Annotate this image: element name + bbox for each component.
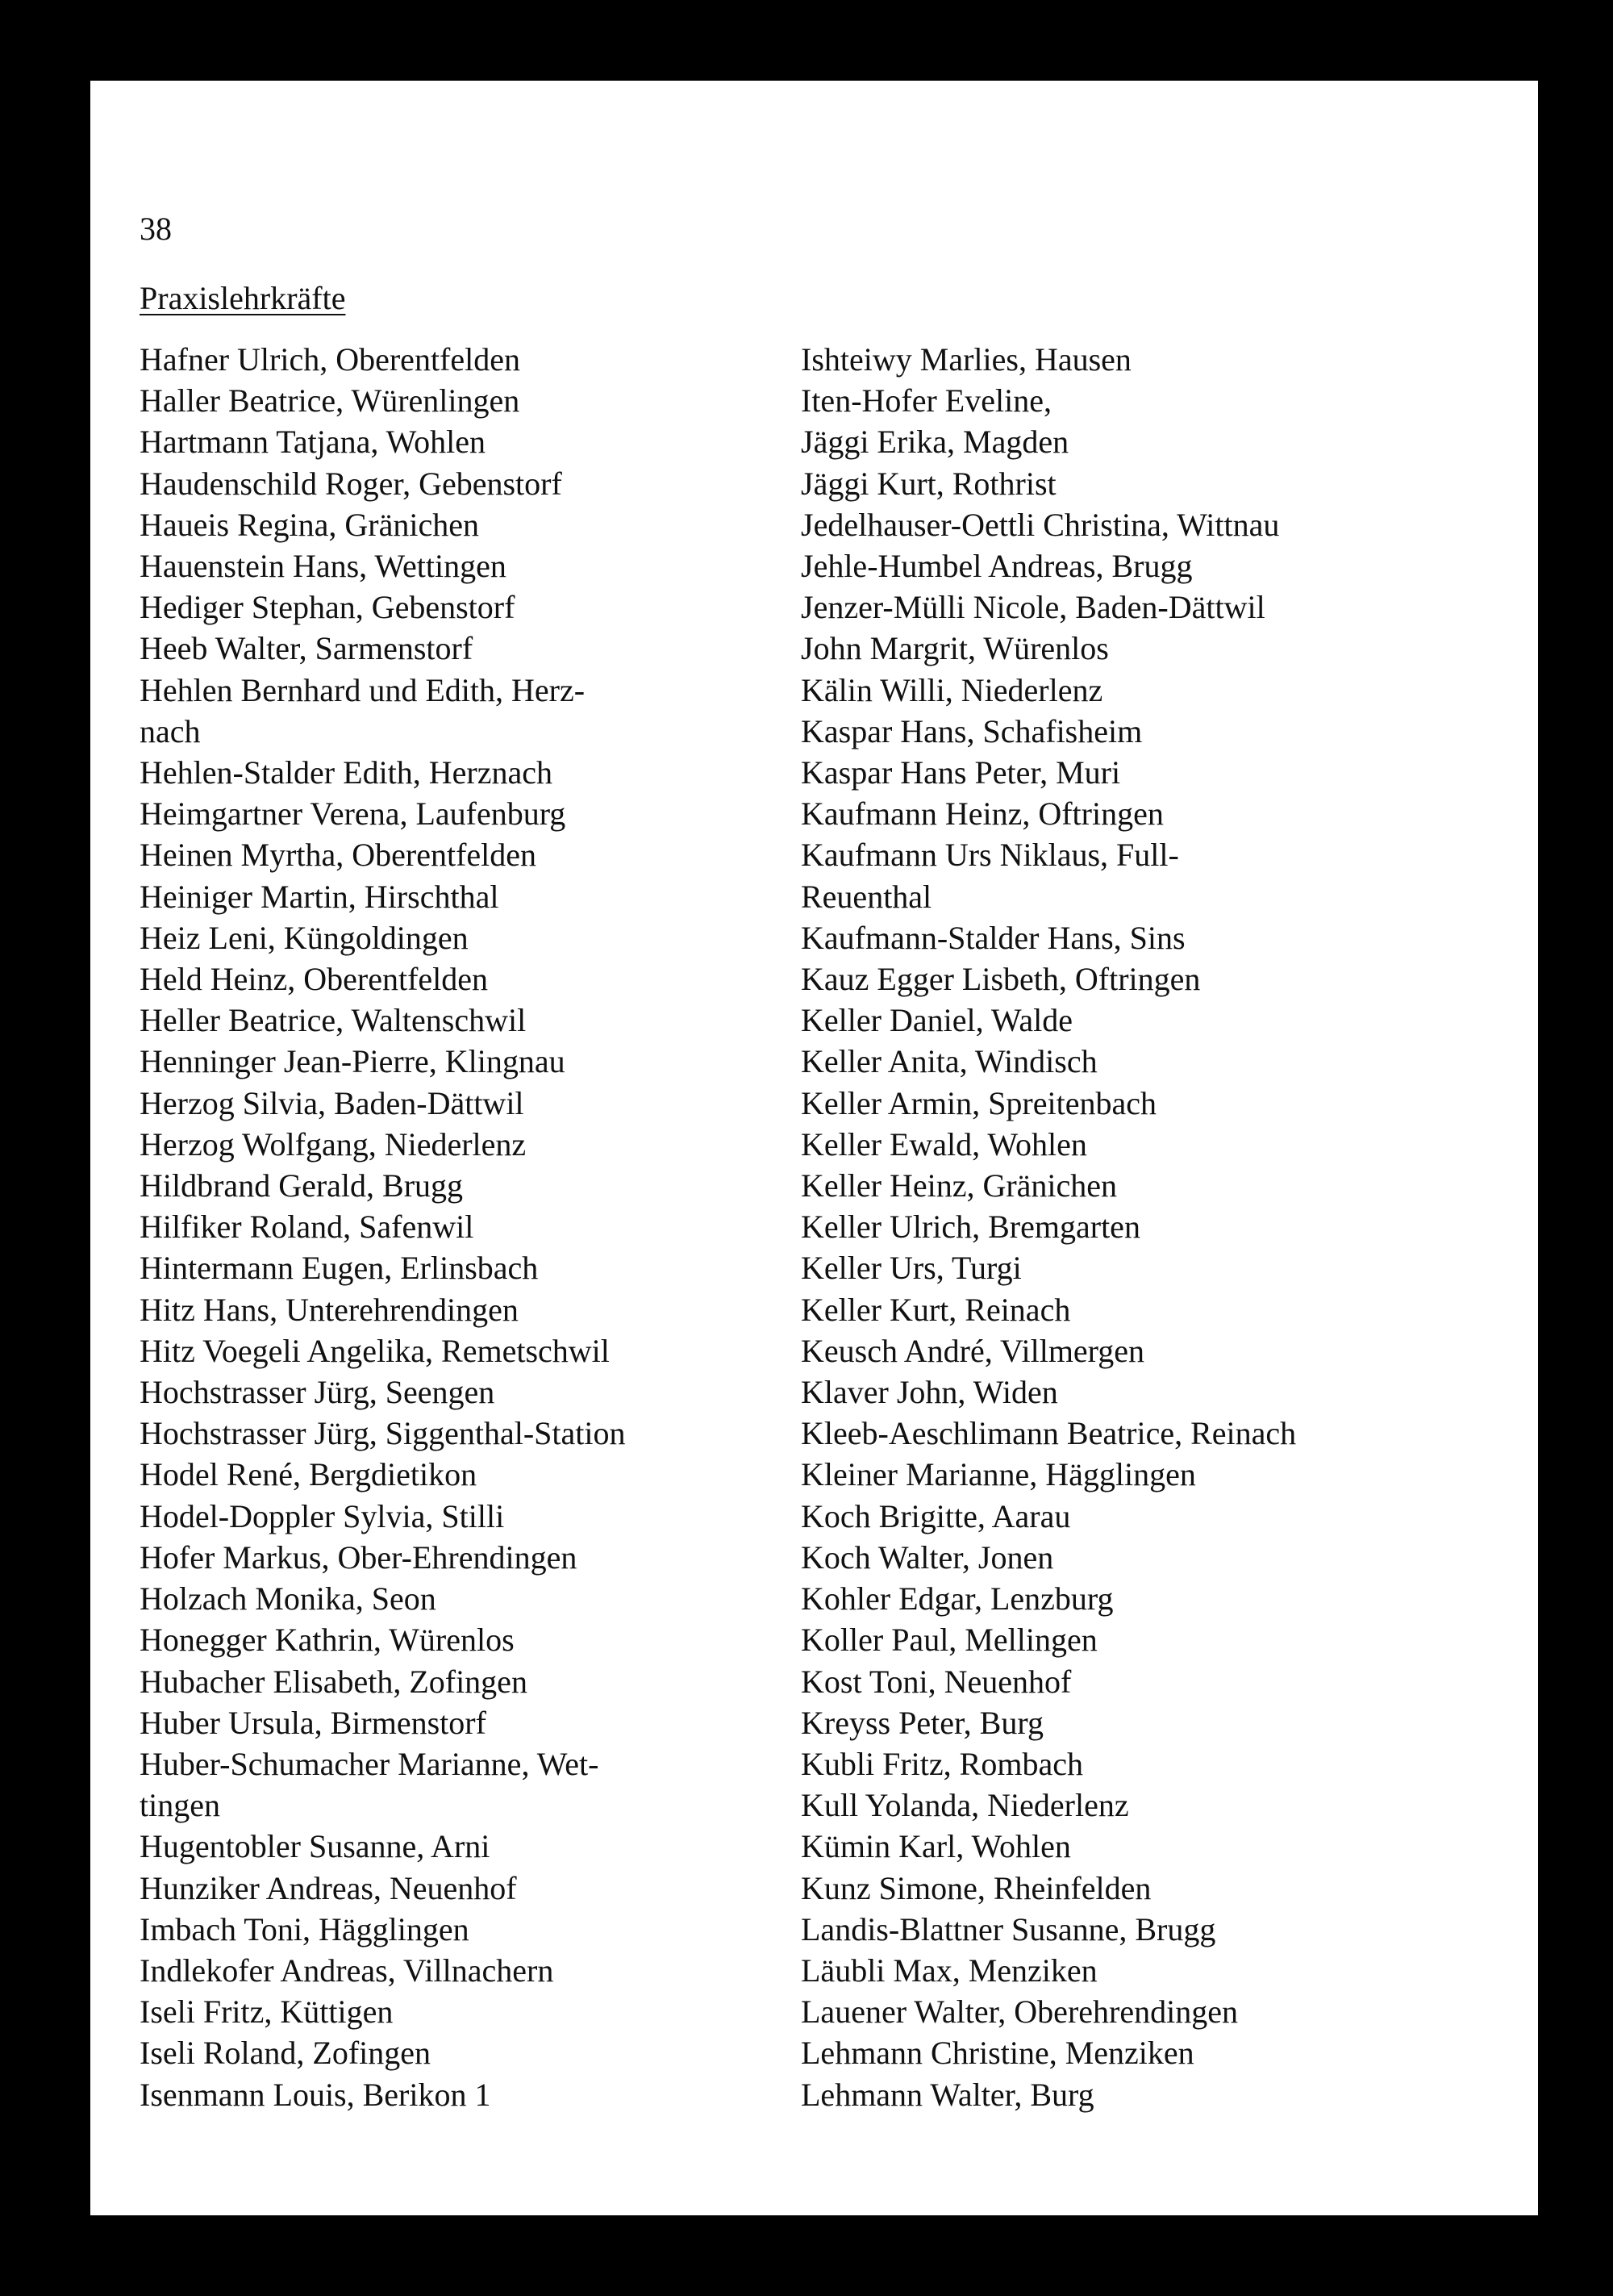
list-item: Huber Ursula, Birmenstorf <box>140 1704 486 1741</box>
list-item: Hildbrand Gerald, Brugg <box>140 1167 464 1204</box>
list-item: Keller Ulrich, Bremgarten <box>801 1209 1140 1246</box>
list-item: Kälin Willi, Niederlenz <box>801 671 1103 708</box>
list-item: Koch Brigitte, Aarau <box>801 1497 1071 1534</box>
list-item: Kaufmann Urs Niklaus, Full- <box>801 837 1179 874</box>
list-item: Kaufmann Heinz, Oftringen <box>801 795 1164 833</box>
list-item: Herzog Wolfgang, Niederlenz <box>140 1125 527 1163</box>
list-item: Koller Paul, Mellingen <box>801 1622 1098 1659</box>
list-item: Lehmann Christine, Menziken <box>801 2035 1194 2072</box>
list-item: Kubli Fritz, Rombach <box>801 1745 1083 1782</box>
list-item: Hehlen Bernhard und Edith, Herz- <box>140 671 586 708</box>
list-item: Hitz Hans, Unterehrendingen <box>140 1291 519 1328</box>
list-item: Kümin Karl, Wohlen <box>801 1828 1071 1865</box>
list-item: Keller Daniel, Walde <box>801 1002 1073 1039</box>
list-item: Jäggi Kurt, Rothrist <box>801 465 1057 502</box>
list-item: Huber-Schumacher Marianne, Wet- <box>140 1745 599 1782</box>
list-item: Honegger Kathrin, Würenlos <box>140 1622 515 1659</box>
list-item: Holzach Monika, Seon <box>140 1580 436 1618</box>
list-item: Hofer Markus, Ober-Ehrendingen <box>140 1538 577 1576</box>
list-item: Heeb Walter, Sarmenstorf <box>140 630 473 667</box>
list-item: Held Heinz, Oberentfelden <box>140 961 489 998</box>
list-item: Hintermann Eugen, Erlinsbach <box>140 1250 539 1287</box>
list-item: John Margrit, Würenlos <box>801 630 1109 667</box>
list-item: Kost Toni, Neuenhof <box>801 1663 1072 1700</box>
list-item: Hochstrasser Jürg, Seengen <box>140 1374 495 1411</box>
list-item: Jäggi Erika, Magden <box>801 424 1069 461</box>
list-item: Landis-Blattner Susanne, Brugg <box>801 1910 1216 1947</box>
list-item: Hunziker Andreas, Neuenhof <box>140 1869 517 1906</box>
list-item: Keller Armin, Spreitenbach <box>801 1084 1157 1121</box>
list-item: Hubacher Elisabeth, Zofingen <box>140 1663 527 1700</box>
list-item: Kaspar Hans Peter, Muri <box>801 754 1121 791</box>
list-item: Keller Heinz, Gränichen <box>801 1167 1118 1204</box>
list-item: Hehlen-Stalder Edith, Herznach <box>140 754 553 791</box>
list-item: Henninger Jean-Pierre, Klingnau <box>140 1043 565 1080</box>
list-item: Hodel-Doppler Sylvia, Stilli <box>140 1497 505 1534</box>
list-item: Koch Walter, Jonen <box>801 1538 1054 1576</box>
list-item: Keller Urs, Turgi <box>801 1250 1022 1287</box>
list-item: Iseli Fritz, Küttigen <box>140 1993 394 2031</box>
list-item: Jenzer-Mülli Nicole, Baden-Dättwil <box>801 589 1265 626</box>
list-item: Kaufmann-Stalder Hans, Sins <box>801 919 1186 956</box>
list-item: Kunz Simone, Rheinfelden <box>801 1869 1152 1906</box>
list-item: Hafner Ulrich, Oberentfelden <box>140 341 520 378</box>
list-item: Kull Yolanda, Niederlenz <box>801 1787 1129 1824</box>
name-list-right <box>801 339 1478 2115</box>
list-item: Kaspar Hans, Schafisheim <box>801 712 1143 749</box>
list-item: Kohler Edgar, Lenzburg <box>801 1580 1114 1618</box>
list-item: Läubli Max, Menziken <box>801 1952 1098 1989</box>
list-item: Haudenschild Roger, Gebenstorf <box>140 465 562 502</box>
list-item: Heiniger Martin, Hirschthal <box>140 878 499 915</box>
list-item: Hochstrasser Jürg, Siggenthal-Station <box>140 1415 626 1452</box>
list-item: Indlekofer Andreas, Villnachern <box>140 1952 554 1989</box>
list-item: Jedelhauser-Oettli Christina, Wittnau <box>801 506 1280 543</box>
list-item: Klaver John, Widen <box>801 1374 1058 1411</box>
list-item: Hodel René, Bergdietikon <box>140 1456 477 1493</box>
list-item: Lehmann Walter, Burg <box>801 2076 1094 2113</box>
list-item: Hugentobler Susanne, Arni <box>140 1828 490 1865</box>
list-item: Hartmann Tatjana, Wohlen <box>140 424 486 461</box>
list-item: Hitz Voegeli Angelika, Remetschwil <box>140 1332 610 1369</box>
list-item: Kauz Egger Lisbeth, Oftringen <box>801 961 1201 998</box>
list-item: Iseli Roland, Zofingen <box>140 2035 431 2072</box>
page-number: 38 <box>140 211 172 247</box>
list-item: Herzog Silvia, Baden-Dättwil <box>140 1084 524 1121</box>
list-item: Hediger Stephan, Gebenstorf <box>140 589 515 626</box>
name-list-left <box>140 339 785 2115</box>
list-item: Heinen Myrtha, Oberentfelden <box>140 837 537 874</box>
list-item: Keller Kurt, Reinach <box>801 1291 1071 1328</box>
list-item: Kleeb-Aeschlimann Beatrice, Reinach <box>801 1415 1297 1452</box>
list-item: Heller Beatrice, Waltenschwil <box>140 1002 527 1039</box>
list-item: Kreyss Peter, Burg <box>801 1704 1044 1741</box>
list-item: Reuenthal <box>801 878 932 915</box>
list-item: Haller Beatrice, Würenlingen <box>140 382 520 420</box>
list-item: Ishteiwy Marlies, Hausen <box>801 341 1132 378</box>
list-item: Isenmann Louis, Berikon 1 <box>140 2076 491 2113</box>
list-item: Heimgartner Verena, Laufenburg <box>140 795 566 833</box>
list-item: Jehle-Humbel Andreas, Brugg <box>801 548 1193 585</box>
list-item: Haueis Regina, Gränichen <box>140 506 479 543</box>
list-item: Lauener Walter, Oberehrendingen <box>801 1993 1238 2031</box>
list-item: Heiz Leni, Küngoldingen <box>140 919 469 956</box>
list-item: Kleiner Marianne, Hägglingen <box>801 1456 1196 1493</box>
list-item: nach <box>140 712 201 749</box>
list-item: Keusch André, Villmergen <box>801 1332 1145 1369</box>
list-item: Imbach Toni, Hägglingen <box>140 1910 469 1947</box>
list-item: Iten-Hofer Eveline, <box>801 382 1052 420</box>
section-title: Praxislehrkräfte <box>140 280 346 316</box>
list-item: Hilfiker Roland, Safenwil <box>140 1209 474 1246</box>
list-item: Hauenstein Hans, Wettingen <box>140 548 506 585</box>
list-item: Keller Anita, Windisch <box>801 1043 1098 1080</box>
list-item: Keller Ewald, Wohlen <box>801 1125 1087 1163</box>
list-item: tingen <box>140 1787 220 1824</box>
